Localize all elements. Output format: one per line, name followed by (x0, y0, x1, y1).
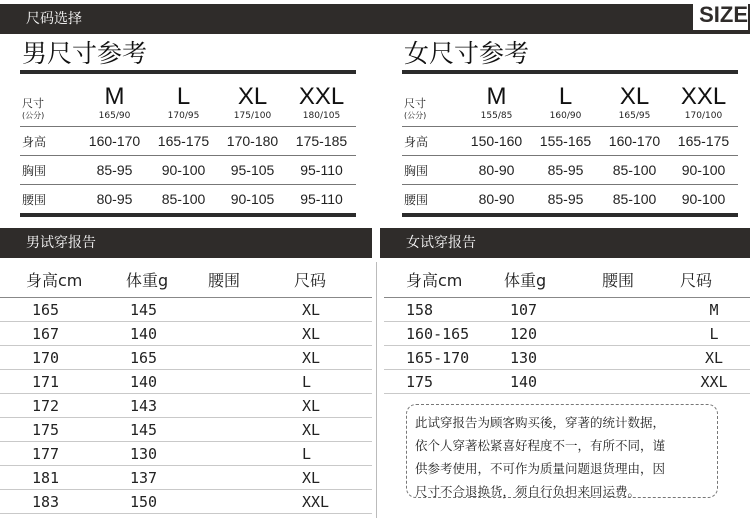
height-cell: 165 (32, 300, 60, 319)
height-cell: 165-170 (406, 348, 470, 367)
men-height-row (20, 126, 356, 155)
table-row (384, 370, 750, 394)
table-cell: 170-180 (226, 133, 279, 149)
table-row (0, 322, 372, 346)
size-selection-banner (0, 4, 750, 34)
men-chest-row (20, 155, 356, 184)
height-cell: 181 (32, 468, 60, 487)
size-label-text: 尺寸 (22, 97, 44, 110)
size-name: L (176, 83, 191, 110)
size-col-xl (218, 84, 287, 122)
size-selection-title: 尺码选择 (26, 11, 82, 27)
weight-cell: 137 (130, 468, 158, 487)
row-label: 身高 (404, 134, 429, 149)
weight-cell: 145 (130, 420, 158, 439)
row-label: 胸围 (404, 163, 429, 178)
table-cell: 85-95 (547, 191, 584, 207)
weight-cell: 140 (510, 372, 538, 391)
table-cell: 80-90 (478, 162, 515, 178)
table-row (0, 442, 372, 466)
size-name: XXL (298, 83, 345, 110)
size-spec: 180/105 (302, 111, 341, 121)
size-cell: XXL (302, 492, 330, 511)
women-chest-row (402, 155, 738, 184)
size-name: XL (237, 83, 268, 110)
disclaimer-line: 供参考使用，不可作为质量问题退货理由，因 (415, 461, 666, 476)
size-cell: XXL (700, 372, 728, 391)
women-fit-report-title: 女试穿报告 (406, 235, 476, 251)
size-name: XXL (680, 83, 727, 110)
table-cell: 165-175 (677, 133, 730, 149)
size-spec: 175/100 (233, 111, 272, 121)
table-row (384, 346, 750, 370)
women-size-chart (402, 38, 738, 217)
table-cell: 155-165 (539, 133, 592, 149)
weight-cell: 120 (510, 324, 538, 343)
size-name: L (558, 83, 573, 110)
table-cell: 85-100 (612, 162, 657, 178)
table-row (0, 298, 372, 322)
size-spec: 165/95 (618, 111, 651, 121)
men-waist-row (20, 184, 356, 213)
table-cell: 80-95 (96, 191, 133, 207)
table-cell: 90-100 (681, 162, 726, 178)
table-row (0, 466, 372, 490)
size-spec: 155/85 (480, 111, 513, 121)
size-cell: XL (302, 420, 321, 439)
column-header: 尺码 (680, 271, 713, 290)
size-name: M (104, 83, 125, 110)
men-fit-report-banner (0, 228, 372, 258)
table-cell: 165-175 (157, 133, 210, 149)
disclaimer-line: 依个人穿著松紧喜好程度不一，有所不同，谨 (415, 438, 666, 453)
table-row (0, 346, 372, 370)
size-cell: XL (302, 324, 321, 343)
height-cell: 167 (32, 324, 60, 343)
table-row (384, 322, 750, 346)
weight-cell: 107 (510, 300, 538, 319)
table-cell: 80-90 (478, 191, 515, 207)
weight-cell: 143 (130, 396, 158, 415)
weight-cell: 150 (130, 492, 158, 511)
height-cell: 172 (32, 396, 60, 415)
table-cell: 85-100 (612, 191, 657, 207)
table-cell: 85-100 (161, 191, 206, 207)
table-cell: 160-170 (88, 133, 141, 149)
disclaimer-line: 尺寸不合退换货，须自行负担来回运费。 (415, 484, 641, 499)
size-heading: SIZE (693, 0, 748, 30)
table-row (0, 394, 372, 418)
size-cell: XL (302, 396, 321, 415)
height-cell: 171 (32, 372, 60, 391)
size-spec: 170/95 (167, 111, 200, 121)
size-col-l (531, 84, 600, 122)
size-label (20, 98, 80, 122)
size-spec: 160/90 (549, 111, 582, 121)
height-cell: 183 (32, 492, 60, 511)
table-cell: 90-100 (161, 162, 206, 178)
row-label: 腰围 (404, 192, 429, 207)
size-spec: 165/90 (98, 111, 131, 121)
size-col-m (462, 84, 531, 122)
women-size-header-row (402, 74, 738, 126)
size-cell: L (709, 324, 719, 343)
table-cell: 95-110 (300, 162, 343, 178)
women-size-chart-title: 女尺寸参考 (404, 39, 530, 68)
column-header: 体重g (504, 271, 547, 290)
weight-cell: 130 (510, 348, 538, 367)
women-fit-report-banner (380, 228, 750, 258)
size-unit-text: (公分) (404, 111, 427, 120)
size-spec: 170/100 (684, 111, 723, 121)
size-col-xxl (287, 84, 356, 122)
column-header: 身高cm (406, 271, 463, 290)
fit-report-disclaimer (406, 404, 718, 498)
weight-cell: 145 (130, 300, 158, 319)
men-size-chart-title: 男尺寸参考 (22, 39, 148, 68)
height-cell: 160-165 (406, 324, 470, 343)
table-cell: 160-170 (608, 133, 661, 149)
column-header: 腰围 (208, 271, 241, 290)
size-cell: XL (704, 348, 724, 367)
column-header: 尺码 (294, 271, 327, 290)
weight-cell: 130 (130, 444, 158, 463)
men-fit-report-table (0, 262, 372, 514)
disclaimer-line: 此试穿报告为顾客购买後，穿著的统计数据， (415, 415, 666, 430)
size-col-xxl (669, 84, 738, 122)
divider (402, 213, 738, 217)
divider (20, 213, 356, 217)
height-cell: 177 (32, 444, 60, 463)
column-header: 腰围 (602, 271, 635, 290)
table-row (0, 490, 372, 514)
size-label (402, 98, 462, 122)
size-cell: XL (302, 300, 321, 319)
size-unit-text: (公分) (22, 111, 45, 120)
table-header (384, 262, 750, 298)
weight-cell: 140 (130, 324, 158, 343)
table-row (0, 370, 372, 394)
women-waist-row (402, 184, 738, 213)
column-header: 身高cm (26, 271, 83, 290)
men-size-header-row (20, 74, 356, 126)
table-row (384, 298, 750, 322)
table-cell: 90-100 (681, 191, 726, 207)
column-divider (376, 262, 377, 518)
size-cell: XL (302, 468, 321, 487)
table-cell: 85-95 (547, 162, 584, 178)
men-fit-report-title: 男试穿报告 (26, 235, 96, 251)
height-cell: 158 (406, 300, 434, 319)
size-cell: L (302, 444, 312, 463)
table-row (0, 418, 372, 442)
row-label: 身高 (22, 134, 47, 149)
height-cell: 175 (32, 420, 60, 439)
size-col-l (149, 84, 218, 122)
row-label: 腰围 (22, 192, 47, 207)
table-cell: 90-105 (230, 191, 275, 207)
size-cell: L (302, 372, 312, 391)
size-cell: M (709, 300, 719, 319)
height-cell: 175 (406, 372, 434, 391)
weight-cell: 165 (130, 348, 158, 367)
row-label: 胸围 (22, 163, 47, 178)
table-cell: 175-185 (295, 133, 348, 149)
women-fit-report-table (384, 262, 750, 394)
women-height-row (402, 126, 738, 155)
size-label-text: 尺寸 (404, 97, 426, 110)
size-name: M (486, 83, 507, 110)
column-header: 体重g (126, 271, 169, 290)
size-cell: XL (302, 348, 321, 367)
height-cell: 170 (32, 348, 60, 367)
table-cell: 85-95 (96, 162, 133, 178)
size-col-xl (600, 84, 669, 122)
table-cell: 95-110 (300, 191, 343, 207)
weight-cell: 140 (130, 372, 158, 391)
table-cell: 150-160 (470, 133, 523, 149)
men-size-chart (20, 38, 356, 217)
table-header (0, 262, 372, 298)
table-cell: 95-105 (230, 162, 275, 178)
size-col-m (80, 84, 149, 122)
size-name: XL (619, 83, 650, 110)
